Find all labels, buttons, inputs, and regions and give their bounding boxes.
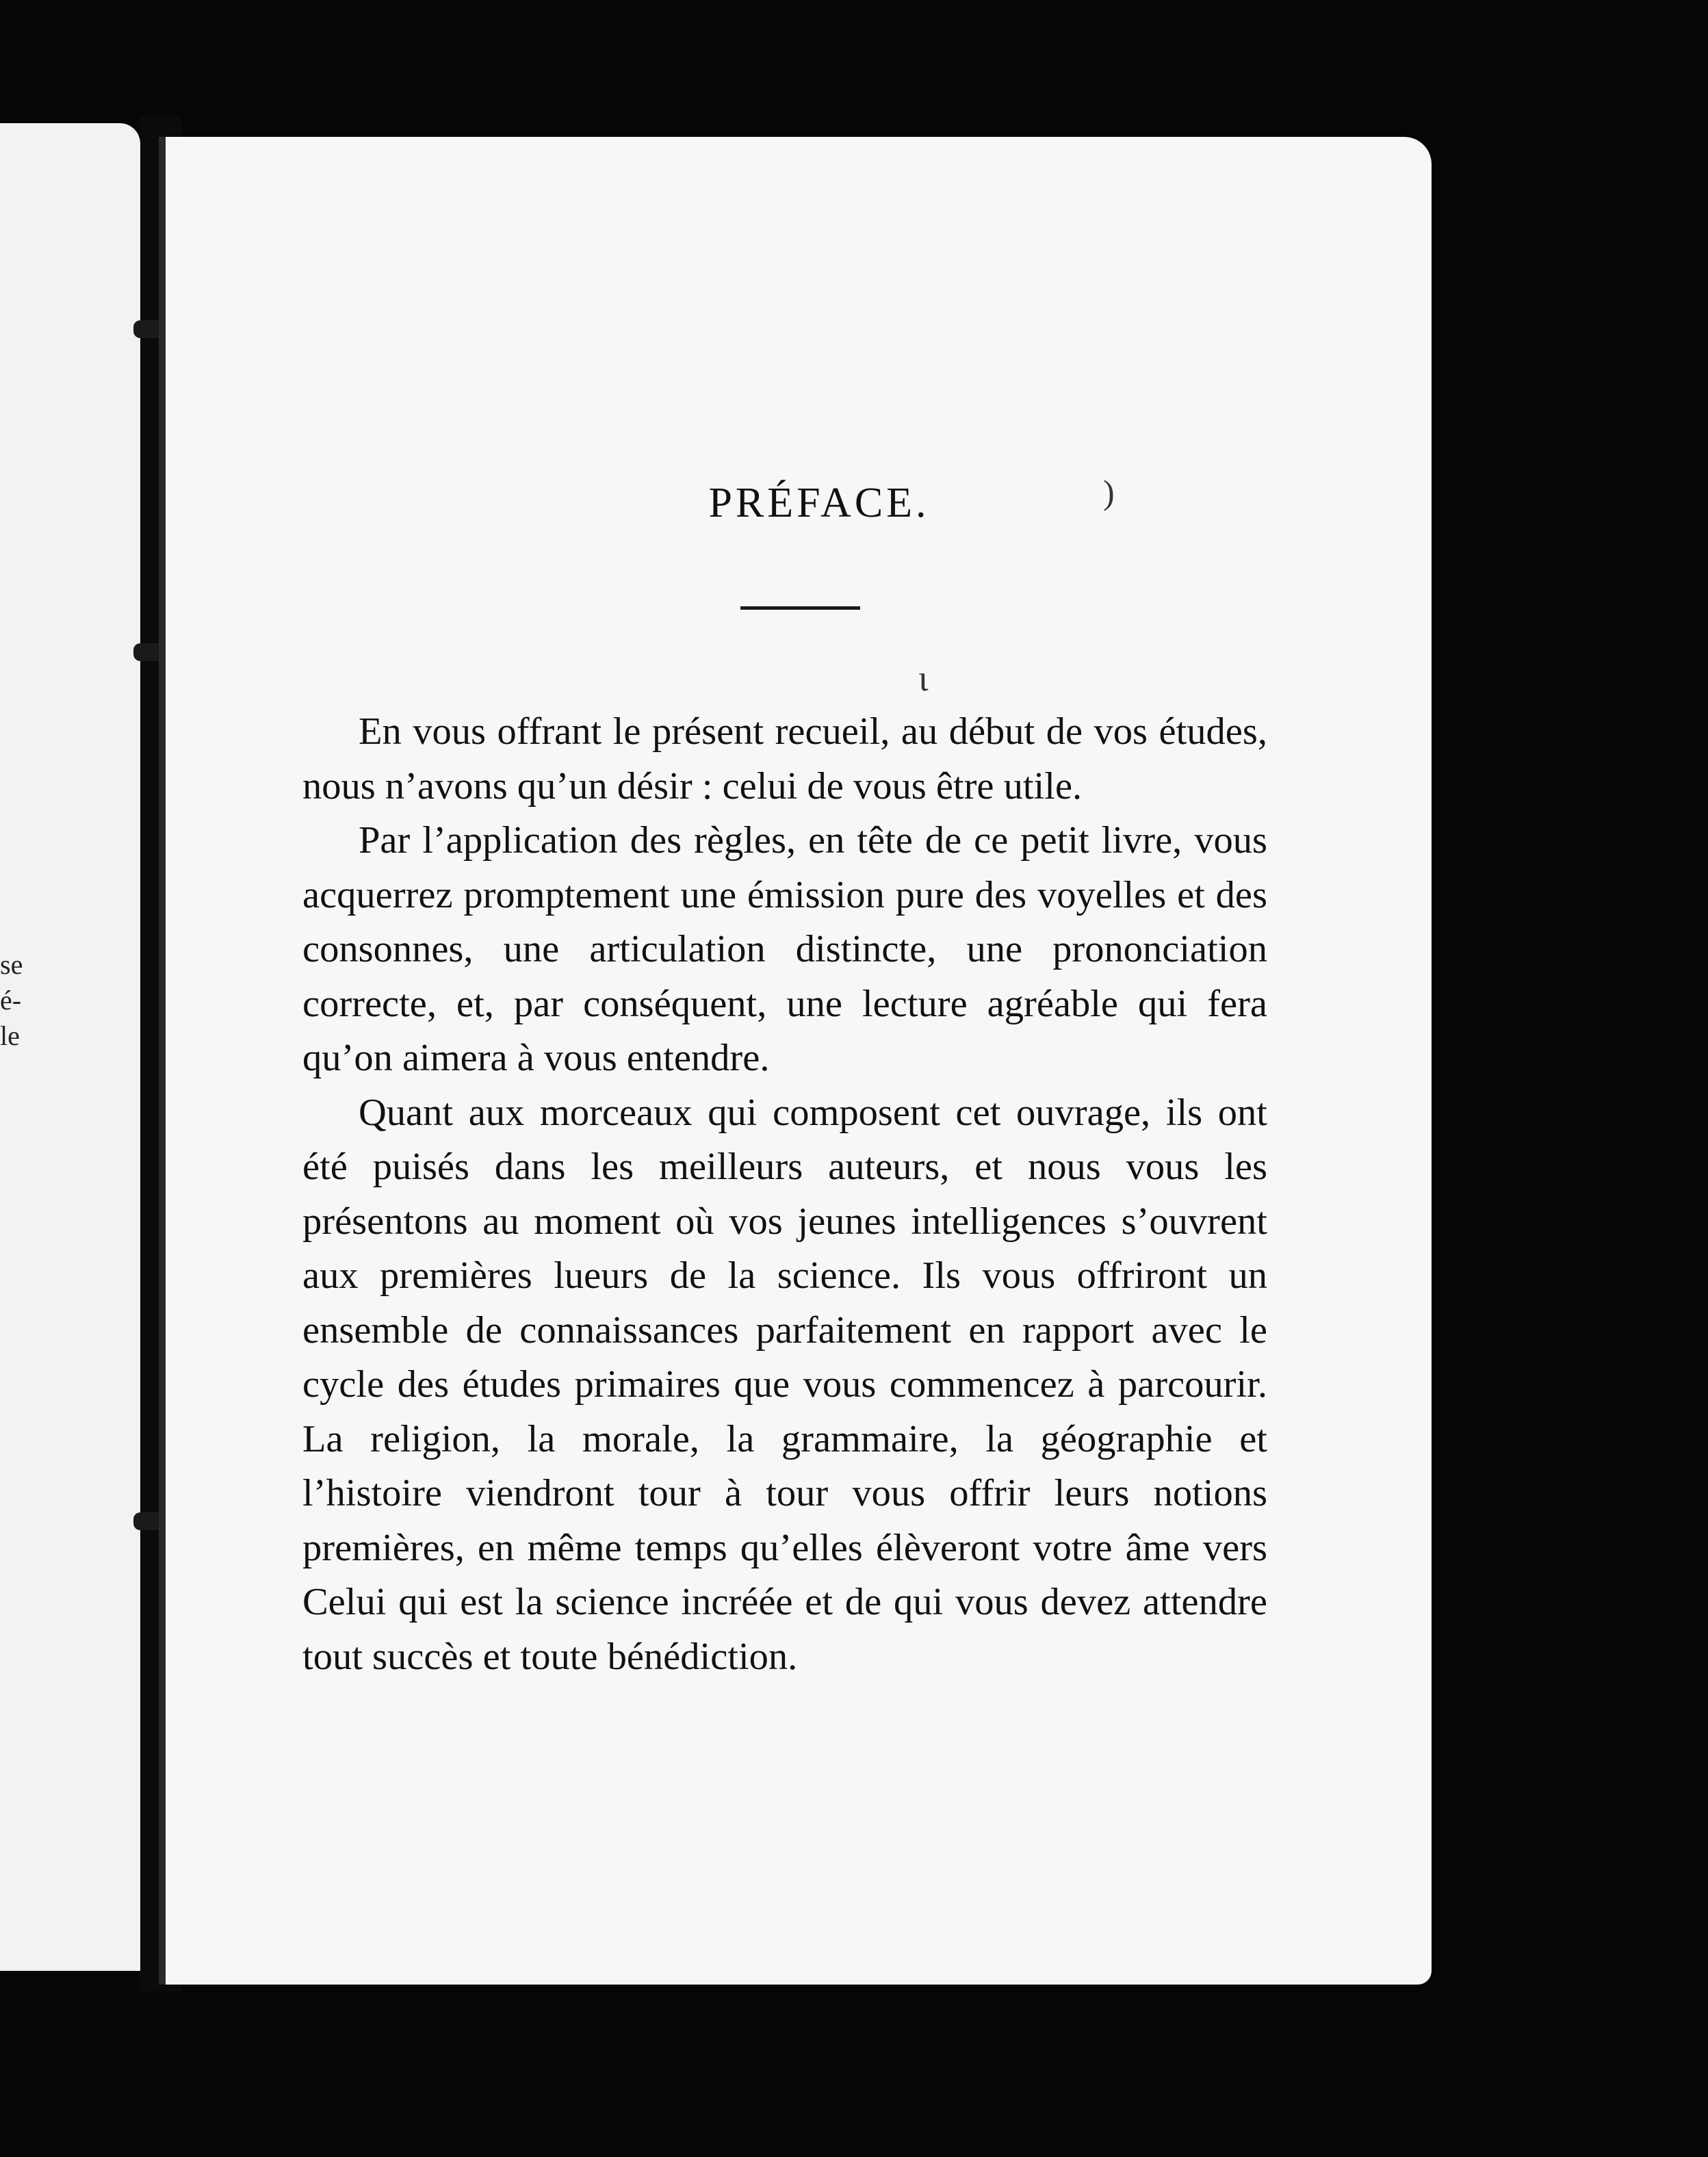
- left-page-fragment: se: [0, 949, 23, 980]
- scan-speck: ): [1103, 473, 1115, 511]
- left-facing-page: [0, 123, 140, 1971]
- paragraph: En vous offrant le présent recueil, au début de vos études, nous n’avons qu’un désir : celui de vous être utile.: [302, 710, 1267, 808]
- title-rule: [740, 606, 860, 610]
- paragraph: Par l’application des règles, en tête de ce petit livre, vous acquerrez promptement une émission pure des voyelles et des consonnes, une articulation distincte, une prononciation correcte, et, par conséquent, une lecture agréable qui fera qu’on aimera à vous entendre.: [302, 819, 1267, 1079]
- left-page-fragment: é-: [0, 985, 22, 1016]
- scan-speck: ι: [918, 658, 929, 699]
- paragraph: Quant aux morceaux qui composent cet ouvrage, ils ont été puisés dans les meilleurs auteurs, et nous vous les présentons au moment où vos jeunes intelligences s’ouvrent aux premières lueurs de la science. Ils vous offriront un ensemble de connaissances parfaitement en rapport avec le cycle des études primaires que vous commencez à parcourir. La religion, la morale, la grammaire, la géographie et l’histoire viendront tour à tour vous offrir leurs notions premières, en même temps qu’elles élèveront votre âme vers Celui qui est la science incréée et de qui vous devez attendre tout succès et toute bénédiction.: [302, 1091, 1267, 1678]
- preface-body: [302, 705, 1267, 1684]
- right-page: [159, 137, 1432, 1985]
- left-page-fragment: le: [0, 1020, 20, 1051]
- page-title: PRÉFACE.: [708, 480, 930, 526]
